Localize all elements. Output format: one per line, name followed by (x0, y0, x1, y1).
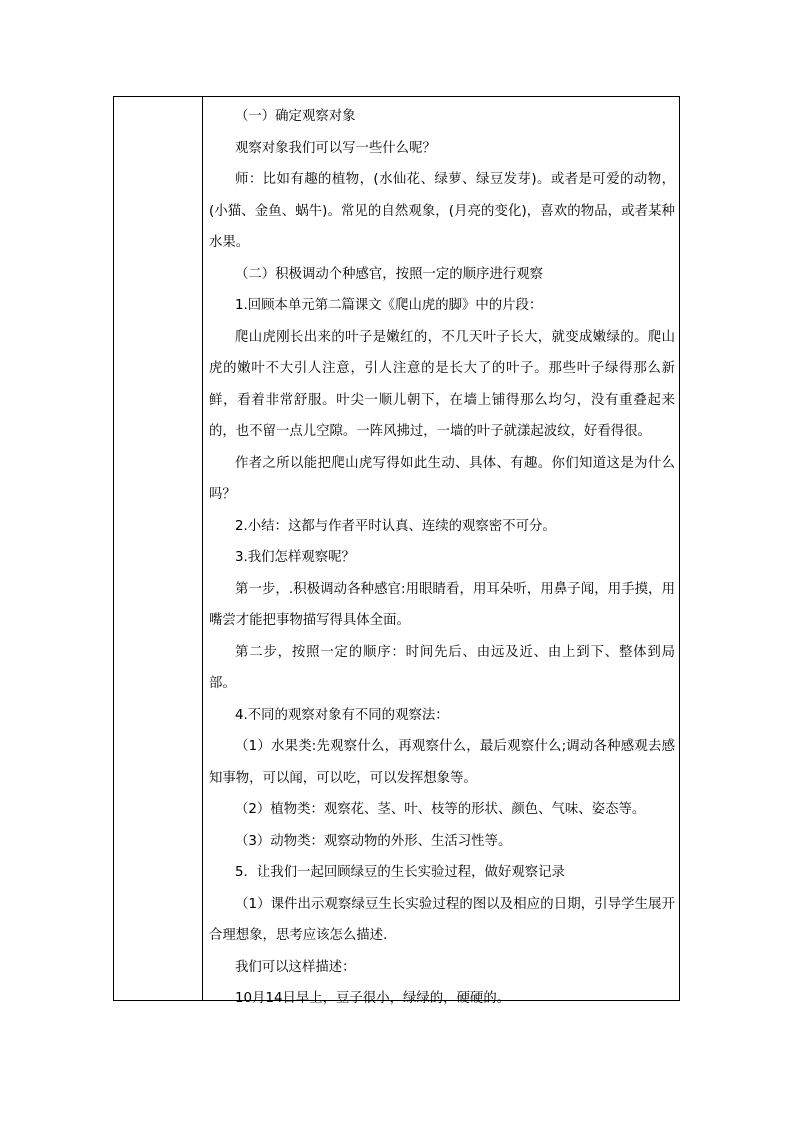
paragraph-how-observe: 3.我们怎样观察呢？ (235, 550, 355, 565)
paragraph-question: 观察对象我们可以写一些什么呢？ (235, 140, 436, 156)
paragraph-excerpt: 爬山虎刚长出来的叶子是嫩红的，不几天叶子长大，就变成嫩绿的。爬山虎的嫩叶不大引人注意，引人注意的是长大了的叶子。那些叶子绿得那么新鲜，看着非常舒服。叶尖一顺儿朝下，在墙上铺得那么均匀，没有重叠起来的，也不留一点儿空隙。一阵风拂过，一墙的叶子就漾起波纹，好看得很。 (209, 329, 675, 439)
paragraph-courseware: （1）课件出示观察绿豆生长实验过程的图以及相应的日期，引导学生展开合理想象，思考应该怎么描述. (209, 896, 675, 943)
paragraph-methods-intro: 4.不同的观察对象有不同的观察法： (235, 707, 449, 723)
paragraph-plant-method: （2）植物类：观察花、茎、叶、枝等的形状、颜色、气味、姿态等。 (235, 802, 646, 817)
table-left-column (114, 97, 203, 1000)
paragraph-teacher-examples: 师：比如有趣的植物，(水仙花、绿萝、绿豆发芽)。或者是可爱的动物，(小猫、金鱼、蜗牛)。常见的自然观象，(月亮的变化)，喜欢的物品，或者某种水果。 (209, 172, 675, 250)
paragraph-mung-bean-review: 5．让我们一起回顾绿豆的生长实验过程，做好观察记录 (235, 865, 565, 880)
section-heading-1: （一）确定观察对象 (235, 109, 356, 124)
paragraph-review-intro: 1.回顾本单元第二篇课文《爬山虎的脚》中的片段： (235, 298, 543, 313)
paragraph-describe-intro: 我们可以这样描述： (235, 959, 356, 975)
paragraph-animal-method: （3）动物类：观察动物的外形、生活习性等。 (235, 833, 512, 849)
paragraph-author-question: 作者之所以能把爬山虎写得如此生动、具体、有趣。你们知道这是为什么吗？ (209, 455, 675, 502)
table-content-cell (203, 97, 679, 1006)
paragraph-fruit-method: （1）水果类:先观察什么，再观察什么，最后观察什么;调动各种感观去感知事物，可以闻，可以吃，可以发挥想象等。 (209, 739, 675, 786)
lesson-table (113, 96, 680, 1006)
paragraph-step-one: 第一步，.积极调动各种感官:用眼睛看，用耳朵听，用鼻子闻，用手摸，用嘴尝才能把事物描写得具体全面。 (209, 581, 675, 628)
paragraph-oct-14: 10月14日早上，豆子很小，绿绿的，硬硬的。 (235, 991, 511, 1006)
paragraph-summary: 2.小结：这都与作者平时认真、连续的观察密不可分。 (235, 518, 556, 534)
paragraph-step-two: 第二步，按照一定的顺序：时间先后、由远及近、由上到下、整体到局部。 (209, 644, 675, 691)
section-heading-2: （二）积极调动个种感官，按照一定的顺序进行观察 (235, 266, 543, 282)
